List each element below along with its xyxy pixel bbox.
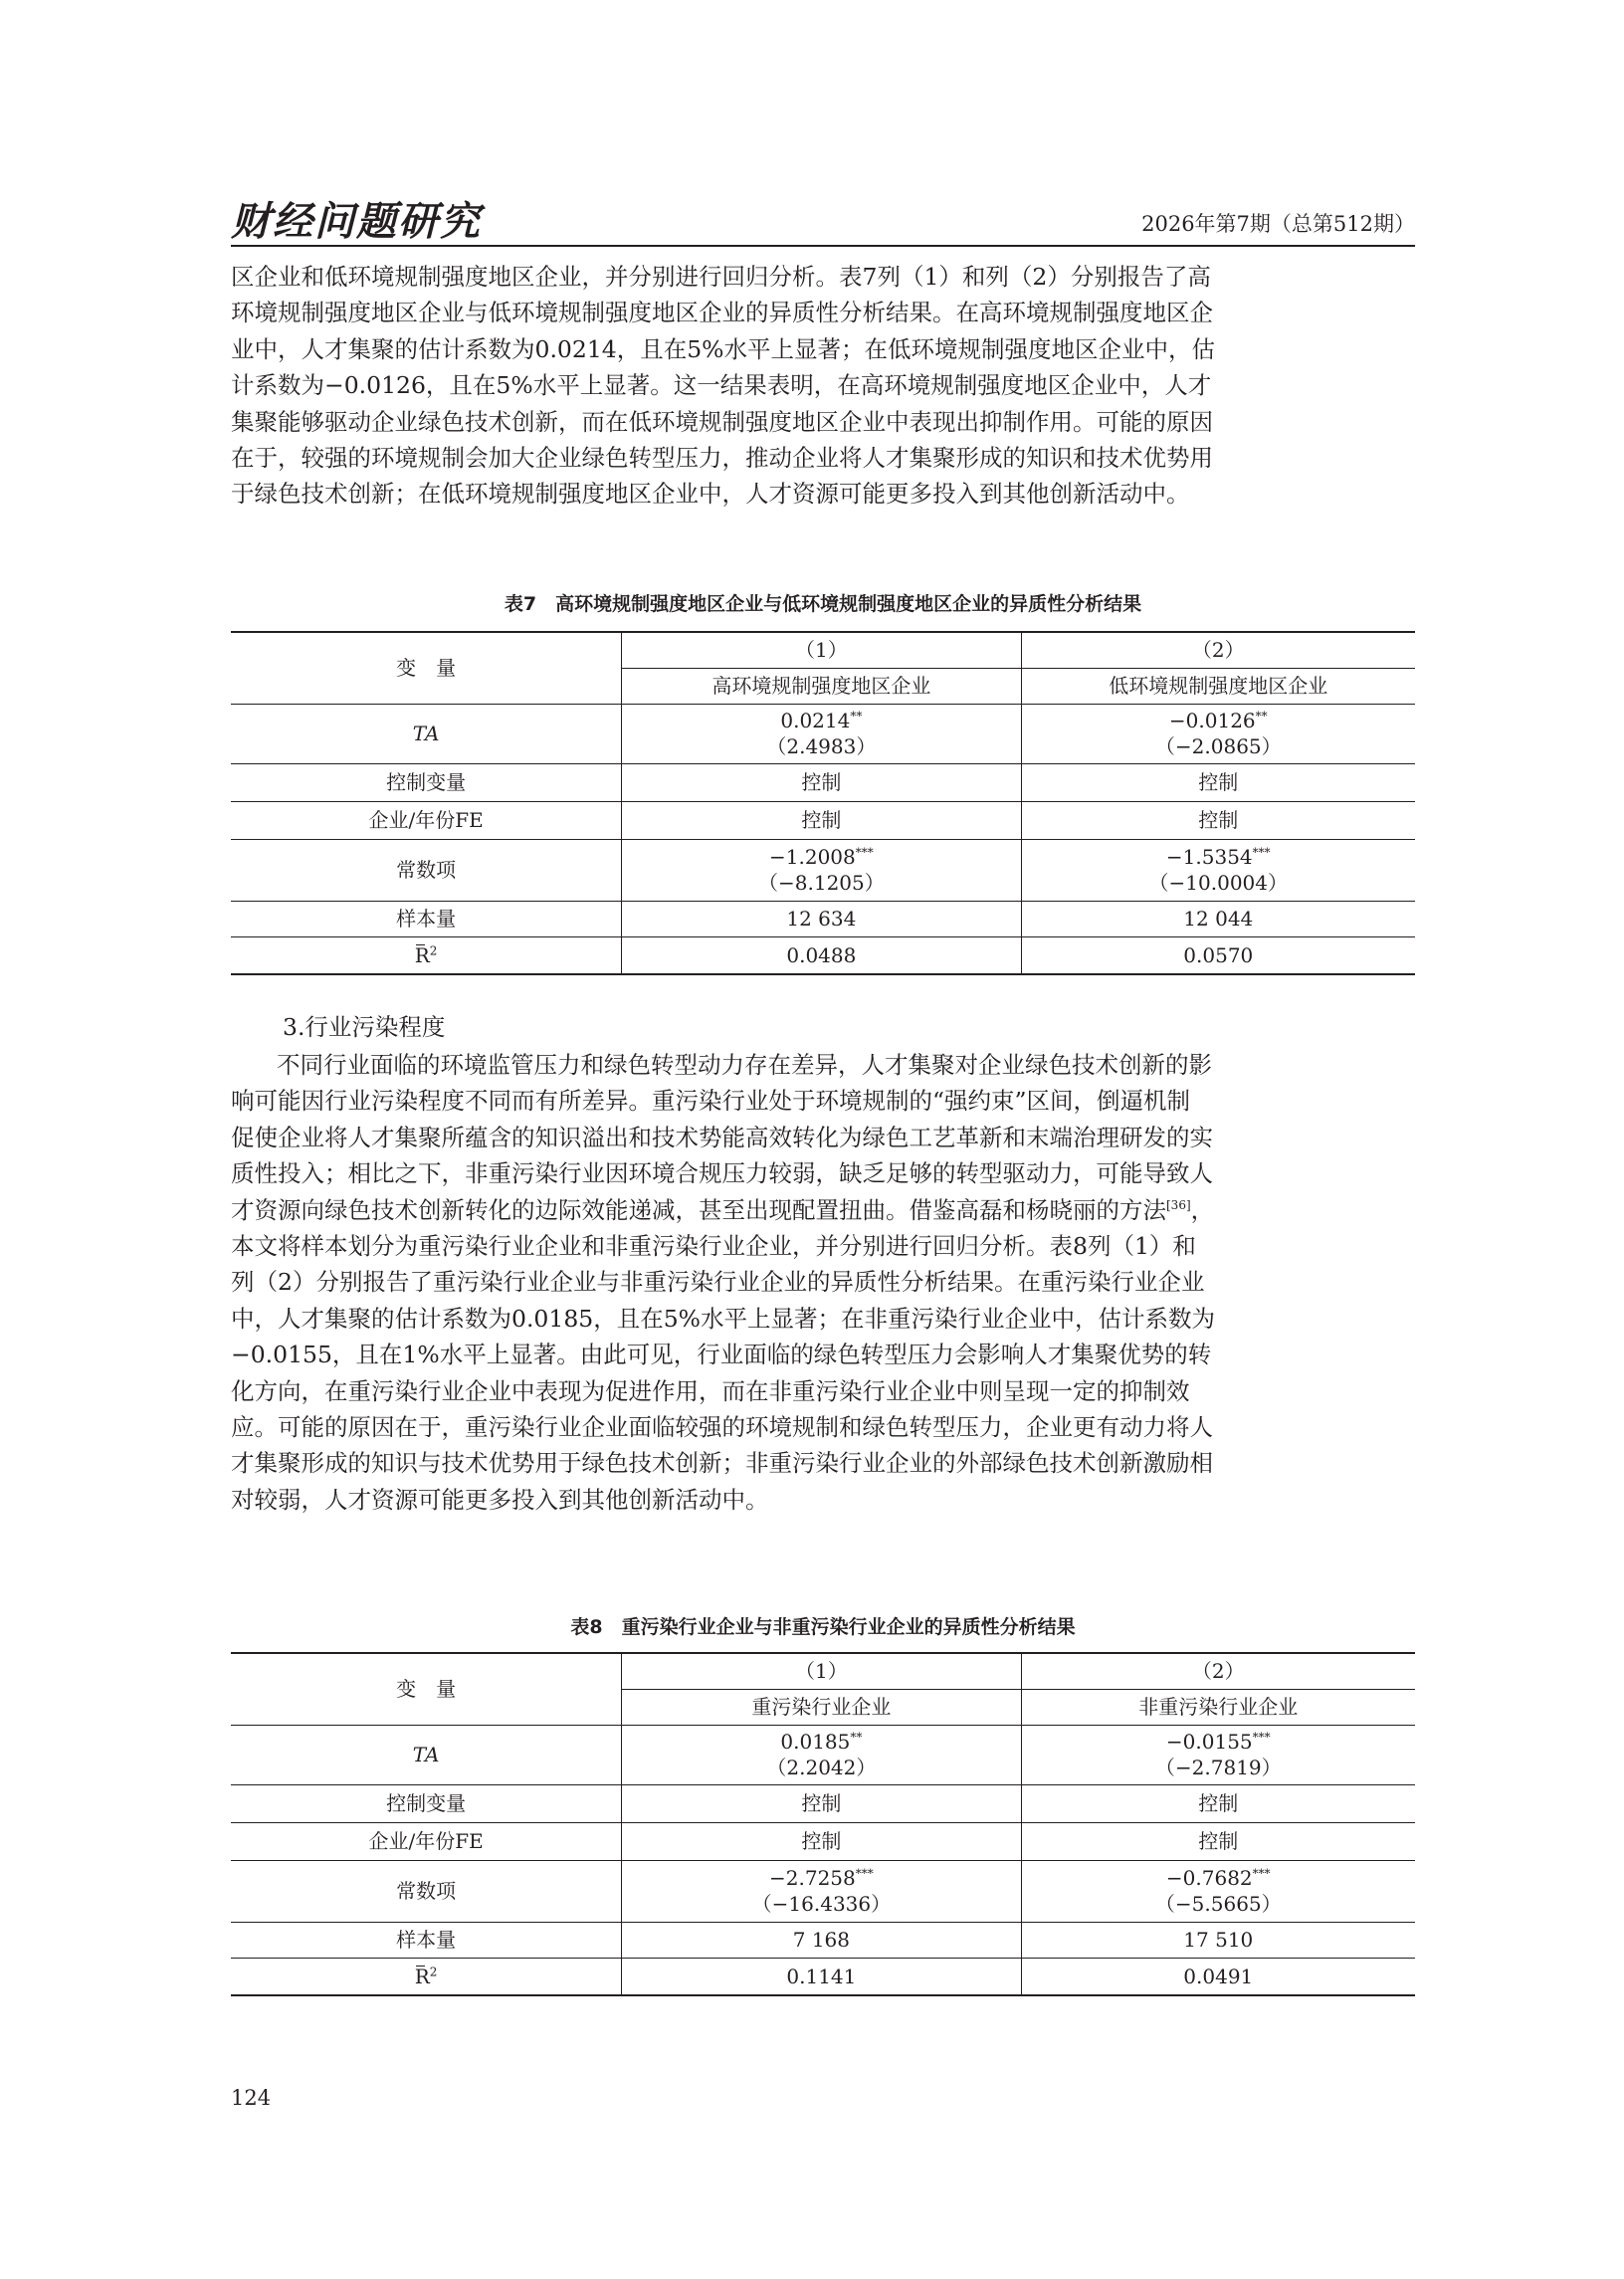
table-row	[231, 1784, 1415, 1822]
table-cell: 0.1141	[622, 1958, 1021, 1995]
t-statistic: （−16.4336）	[751, 1892, 892, 1916]
table-cell: 0.0491	[1021, 1958, 1415, 1995]
coefficient: 0.0214	[780, 709, 851, 732]
punctuation: ，	[1190, 1195, 1215, 1224]
row-label: 控制变量	[231, 1784, 622, 1822]
superscript: 2	[429, 943, 438, 958]
table-cell: 控制	[1021, 1822, 1415, 1860]
table-row	[231, 704, 1415, 763]
column-group: 非重污染行业企业	[1021, 1689, 1415, 1725]
variable-header: 变 量	[231, 1653, 622, 1725]
row-label: 企业/年份FE	[231, 1822, 622, 1860]
t-statistic: （−2.0865）	[1154, 734, 1282, 758]
significance: **	[850, 709, 863, 724]
t-statistic: （−2.7819）	[1154, 1756, 1282, 1779]
table-7-caption: 表7 高环境规制强度地区企业与低环境规制强度地区企业的异质性分析结果	[504, 593, 1142, 615]
paragraph-line: 化方向，在重污染行业企业中表现为促进作用，而在非重污染行业企业中则呈现一定的抑制效	[231, 1376, 1190, 1405]
issue-info: 2026年第7期（总第512期）	[1141, 212, 1415, 236]
table-row	[231, 1922, 1415, 1958]
table-cell: 控制	[1021, 801, 1415, 839]
row-label: 企业/年份FE	[231, 801, 622, 839]
column-group: 低环境规制强度地区企业	[1021, 668, 1415, 704]
paragraph-line: 本文将样本划分为重污染行业企业和非重污染行业企业，并分别进行回归分析。表8列（1）和	[231, 1232, 1196, 1261]
paragraph-line: 应。可能的原因在于，重污染行业企业面临较强的环境规制和绿色转型压力，企业更有动力将人	[231, 1413, 1213, 1442]
table-row	[231, 936, 1415, 974]
paragraph-line: 区企业和低环境规制强度地区企业，并分别进行回归分析。表7列（1）和列（2）分别报告了高	[231, 263, 1211, 291]
paragraph-2	[231, 1047, 1415, 1518]
coefficient: −0.0155	[1165, 1730, 1253, 1754]
variable-header: 变 量	[231, 632, 622, 704]
significance: ***	[1252, 845, 1271, 860]
table-cell: 12 634	[622, 901, 1021, 936]
table-cell	[1021, 704, 1415, 763]
table-cell	[622, 839, 1021, 901]
row-label: TA	[231, 704, 622, 763]
t-statistic: （2.2042）	[766, 1756, 877, 1779]
table-cell	[1021, 839, 1415, 901]
journal-logo: 财经问题研究	[231, 198, 482, 245]
column-number: （1）	[622, 632, 1021, 668]
paragraph-line: 列（2）分别报告了重污染行业企业与非重污染行业企业的异质性分析结果。在重污染行业企业	[231, 1268, 1205, 1297]
significance: ***	[855, 1866, 874, 1881]
t-statistic: （−5.5665）	[1154, 1892, 1282, 1916]
table-cell	[622, 1725, 1021, 1784]
significance: **	[1255, 709, 1268, 724]
table-cell: 控制	[622, 1822, 1021, 1860]
coefficient: −1.5354	[1165, 845, 1253, 869]
table-row	[231, 1822, 1415, 1860]
column-number: （1）	[622, 1653, 1021, 1689]
table-8	[231, 1652, 1415, 1996]
table-row	[231, 632, 1415, 668]
significance: ***	[1252, 1730, 1271, 1745]
paragraph-line-with-citation	[231, 1192, 1415, 1228]
row-label: TA	[231, 1725, 622, 1784]
running-header	[231, 199, 1415, 247]
coefficient: −0.7682	[1165, 1866, 1253, 1890]
page-number: 124	[231, 2086, 272, 2110]
table-cell	[1021, 1860, 1415, 1922]
table-cell: 控制	[1021, 763, 1415, 801]
row-label: 常数项	[231, 1860, 622, 1922]
table-8-caption: 表8 重污染行业企业与非重污染行业企业的异质性分析结果	[570, 1616, 1076, 1638]
coefficient: −1.2008	[769, 845, 856, 869]
paragraph-line: 对较弱，人才资源可能更多投入到其他创新活动中。	[231, 1485, 769, 1514]
table-cell: 17 510	[1021, 1922, 1415, 1958]
column-group: 高环境规制强度地区企业	[622, 668, 1021, 704]
row-label: 常数项	[231, 839, 622, 901]
table-row	[231, 763, 1415, 801]
table-row	[231, 1725, 1415, 1784]
citation-reference: [36]	[1166, 1197, 1191, 1212]
paragraph-line: −0.0155，且在1%水平上显著。由此可见，行业面临的绿色转型压力会影响人才集聚优势的转	[231, 1341, 1212, 1369]
coefficient: −2.7258	[769, 1866, 856, 1890]
paragraph-line: 集聚能够驱动企业绿色技术创新，而在低环境规制强度地区企业中表现出抑制作用。可能的原因	[231, 407, 1213, 436]
row-label	[231, 1958, 622, 1995]
adjusted-r2-label: R	[414, 942, 430, 967]
coefficient: 0.0185	[780, 1730, 851, 1754]
paragraph-line: 业中，人才集聚的估计系数为0.0214，且在5%水平上显著；在低环境规制强度地区企业中，估	[231, 334, 1216, 363]
paragraph-1	[231, 259, 1415, 513]
coefficient: −0.0126	[1168, 709, 1256, 732]
column-number: （2）	[1021, 1653, 1415, 1689]
column-number: （2）	[1021, 632, 1415, 668]
row-label: 样本量	[231, 901, 622, 936]
table-cell: 控制	[622, 801, 1021, 839]
paragraph-line: 中，人才集聚的估计系数为0.0185，且在5%水平上显著；在非重污染行业企业中，估计系数为	[231, 1304, 1216, 1333]
t-statistic: （2.4983）	[766, 734, 877, 758]
table-row	[231, 1958, 1415, 1995]
table-cell: 12 044	[1021, 901, 1415, 936]
paragraph-line: 环境规制强度地区企业与低环境规制强度地区企业的异质性分析结果。在高环境规制强度地区企	[231, 299, 1213, 327]
adjusted-r2-label: R	[414, 1964, 430, 1988]
table-row	[231, 901, 1415, 936]
column-group: 重污染行业企业	[622, 1689, 1021, 1725]
table-cell	[622, 1860, 1021, 1922]
significance: ***	[855, 845, 874, 860]
significance: ***	[1252, 1866, 1271, 1881]
paragraph-line: 质性投入；相比之下，非重污染行业因环境合规压力较弱，缺乏足够的转型驱动力，可能导致人	[231, 1159, 1213, 1188]
table-row	[231, 1653, 1415, 1689]
table-row	[231, 1860, 1415, 1922]
paragraph-line: 于绿色技术创新；在低环境规制强度地区企业中，人才资源可能更多投入到其他创新活动中。	[231, 480, 1190, 509]
t-statistic: （−10.0004）	[1148, 871, 1289, 895]
table-cell: 控制	[622, 763, 1021, 801]
table-row	[231, 839, 1415, 901]
row-label: 控制变量	[231, 763, 622, 801]
table-cell	[1021, 1725, 1415, 1784]
paragraph-text: 才资源向绿色技术创新转化的边际效能递减，甚至出现配置扭曲。借鉴高磊和杨晓丽的方法	[231, 1195, 1166, 1224]
paragraph-line: 计系数为−0.0126，且在5%水平上显著。这一结果表明，在高环境规制强度地区企业中，人才	[231, 371, 1212, 400]
paragraph-line: 才集聚形成的知识与技术优势用于绿色技术创新；非重污染行业企业的外部绿色技术创新激励相	[231, 1449, 1213, 1478]
table-cell: 0.0570	[1021, 936, 1415, 974]
table-cell: 7 168	[622, 1922, 1021, 1958]
paragraph-line: 不同行业面临的环境监管压力和绿色转型动力存在差异，人才集聚对企业绿色技术创新的影	[277, 1051, 1212, 1079]
table-cell	[622, 704, 1021, 763]
row-label	[231, 936, 622, 974]
table-cell: 0.0488	[622, 936, 1021, 974]
superscript: 2	[429, 1965, 438, 1979]
paragraph-line: 在于，较强的环境规制会加大企业绿色转型压力，推动企业将人才集聚形成的知识和技术优势用	[231, 444, 1213, 473]
paragraph-line: 响可能因行业污染程度不同而有所差异。重污染行业处于环境规制的“强约束”区间，倒逼机制	[231, 1087, 1191, 1116]
table-row	[231, 801, 1415, 839]
table-7	[231, 631, 1415, 975]
table-cell: 控制	[622, 1784, 1021, 1822]
t-statistic: （−8.1205）	[758, 871, 885, 895]
paragraph-line: 促使企业将人才集聚所蕴含的知识溢出和技术势能高效转化为绿色工艺革新和末端治理研发的实	[231, 1123, 1213, 1151]
row-label: 样本量	[231, 1922, 622, 1958]
significance: **	[850, 1730, 863, 1745]
section-heading: 3.行业污染程度	[283, 1013, 446, 1041]
table-cell: 控制	[1021, 1784, 1415, 1822]
